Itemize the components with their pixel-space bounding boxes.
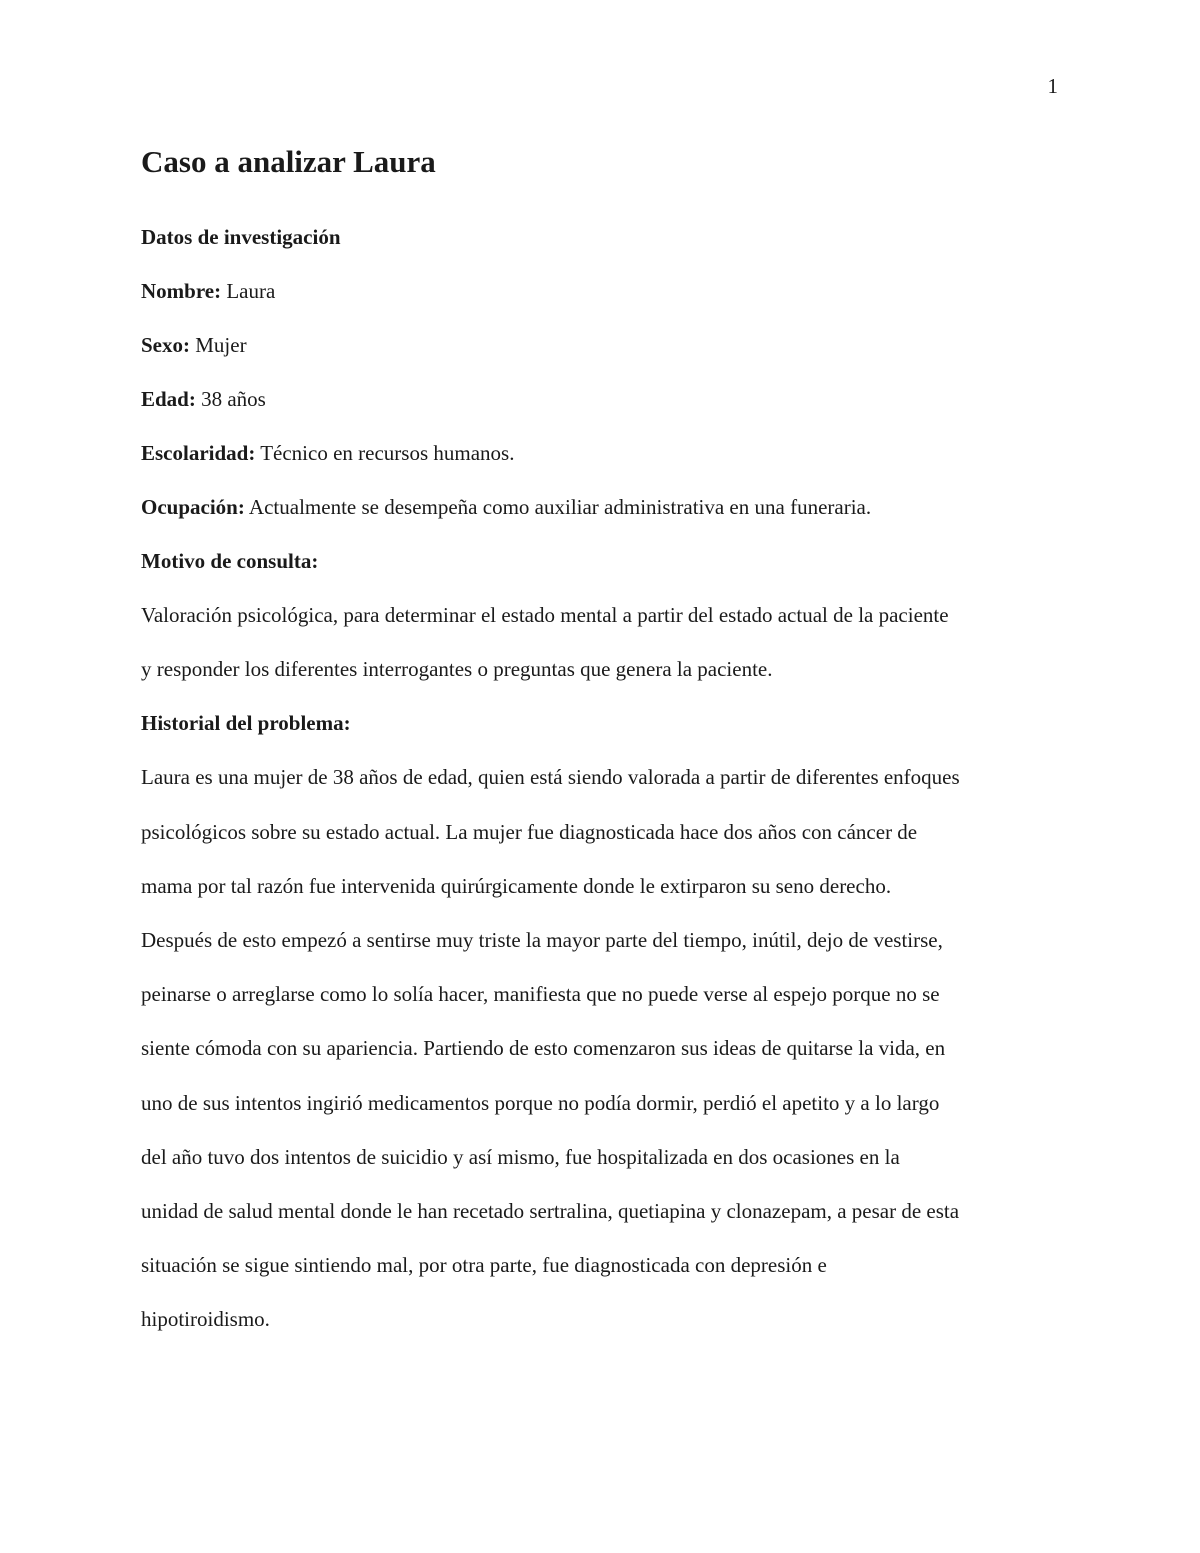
field-value: Laura (221, 279, 276, 303)
field-edad (141, 372, 1061, 426)
motivo-paragraph (141, 588, 1061, 696)
paragraph-line: unidad de salud mental donde le han recetado sertralina, quetiapina y clonazepam, a pesar de esta (141, 1199, 960, 1224)
paragraph-line: del año tuvo dos intentos de suicidio y así mismo, fue hospitalizada en dos ocasiones en la (141, 1144, 900, 1169)
paragraph-line: Valoración psicológica, para determinar el estado mental a partir del estado actual de la paciente (141, 603, 949, 627)
paragraph-line: situación se sigue sintiendo mal, por otra parte, fue diagnosticada con depresión e (141, 1253, 827, 1278)
field-value: Mujer (190, 333, 247, 357)
paragraph-line: siente cómoda con su apariencia. Partiendo de esto comenzaron sus ideas de quitarse la vida, en (141, 1036, 946, 1061)
section-heading-datos: Datos de investigación (141, 225, 341, 249)
paragraph-line: Laura es una mujer de 38 años de edad, quien está siendo valorada a partir de diferentes enfoques (141, 765, 960, 790)
paragraph-line: y responder los diferentes interrogantes o preguntas que genera la paciente. (141, 657, 773, 682)
paragraph-line: psicológicos sobre su estado actual. La mujer fue diagnosticada hace dos años con cáncer de (141, 819, 918, 844)
paragraph-line: hipotiroidismo. (141, 1307, 270, 1332)
document-body (141, 140, 1061, 1347)
document-title: Caso a analizar Laura (141, 144, 436, 179)
paragraph-line: peinarse o arreglarse como lo solía hacer, manifiesta que no puede verse al espejo porque no se (141, 982, 940, 1007)
field-escolaridad (141, 426, 1061, 480)
paragraph-line: mama por tal razón fue intervenida quirúrgicamente donde le extirparon su seno derecho. (141, 873, 892, 898)
field-ocupacion (141, 480, 1061, 534)
field-value: 38 años (195, 387, 266, 411)
field-nombre (141, 264, 1061, 318)
motivo-heading: Motivo de consulta: (141, 549, 319, 573)
field-label: Nombre: (141, 279, 222, 303)
field-value: Actualmente se desempeña como auxiliar administrativa en una funeraria. (244, 495, 872, 519)
page-number: 1 (1047, 74, 1058, 98)
paragraph-line: uno de sus intentos ingirió medicamentos porque no podía dormir, perdió el apetito y a lo largo (141, 1090, 940, 1115)
historial-heading: Historial del problema: (141, 711, 351, 736)
field-label: Ocupación: (141, 495, 245, 519)
field-label: Sexo: (141, 333, 190, 357)
paragraph-line: Después de esto empezó a sentirse muy triste la mayor parte del tiempo, inútil, dejo de vestirse, (141, 928, 943, 953)
field-label: Escolaridad: (141, 441, 256, 465)
field-label: Edad: (141, 387, 196, 411)
historial-paragraph (141, 750, 1061, 1346)
field-value: Técnico en recursos humanos. (255, 441, 515, 465)
field-sexo (141, 318, 1061, 372)
